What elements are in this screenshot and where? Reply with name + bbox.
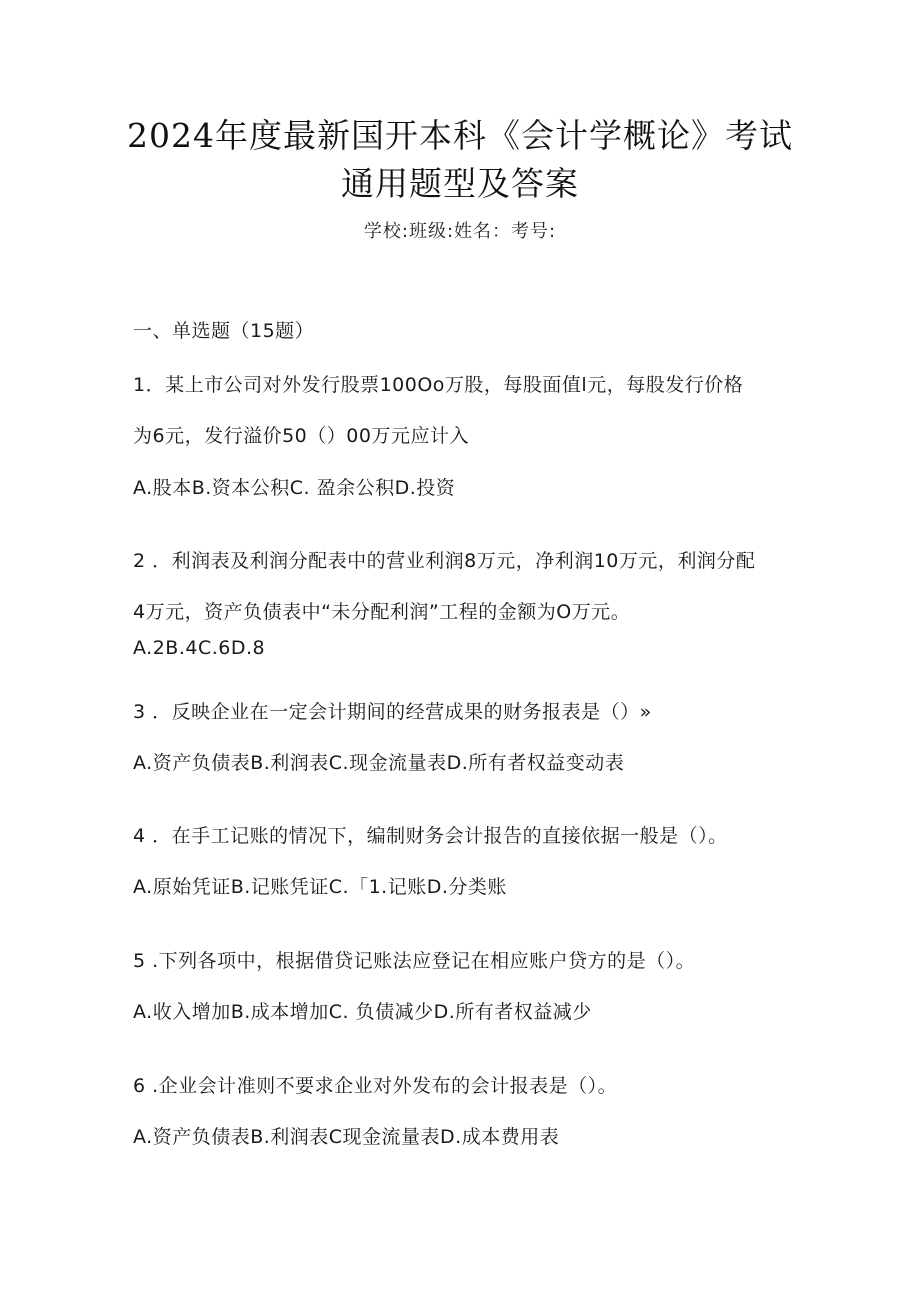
document-title-line-1: 2024年度最新国开本科《会计学概论》考试 [127, 116, 793, 155]
document-title-line-2: 通用题型及答案 [341, 164, 579, 203]
question-2-stem-line-2: 4万元，资产负债表中“未分配利润”工程的金额为O万元。 [133, 601, 631, 623]
question-3-options: A.资产负债表B.利润表C.现金流量表D.所有者权益变动表 [133, 752, 625, 774]
question-4-options: A.原始凭证B.记账凭证C.「1.记账D.分类账 [133, 876, 507, 898]
question-2-options: A.2B.4C.6D.8 [133, 637, 266, 659]
question-4-stem: 4 ．在手工记账的情况下，编制财务会计报告的直接依据一般是（）。 [133, 825, 728, 847]
question-3-stem: 3 ．反映企业在一定会计期间的经营成果的财务报表是（）» [133, 701, 652, 723]
student-info-line: 学校:班级:姓名：考号: [363, 221, 557, 242]
question-2-stem-line-1: 2 ．利润表及利润分配表中的营业利润8万元，净利润10万元，利润分配 [133, 550, 756, 572]
question-5-stem: 5 .下列各项中，根据借贷记账法应登记在相应账户贷方的是（）。 [133, 950, 696, 972]
question-6-stem: 6 .企业会计准则不要求企业对外发布的会计报表是（）。 [133, 1075, 618, 1097]
question-1-stem-line-1: 1．某上市公司对外发行股票100Oo万股，每股面值l元，每股发行价格 [133, 374, 744, 396]
question-1-options: A.股本B.资本公积C. 盈余公积D.投资 [133, 477, 456, 499]
question-5-options: A.收入增加B.成本增加C. 负债减少D.所有者权益减少 [133, 1001, 592, 1023]
question-1-stem-line-2: 为6元，发行溢价50（）00万元应计入 [133, 425, 469, 447]
section-heading: 一、单选题（15题） [133, 320, 315, 342]
question-6-options: A.资产负债表B.利润表C现金流量表D.成本费用表 [133, 1126, 560, 1148]
